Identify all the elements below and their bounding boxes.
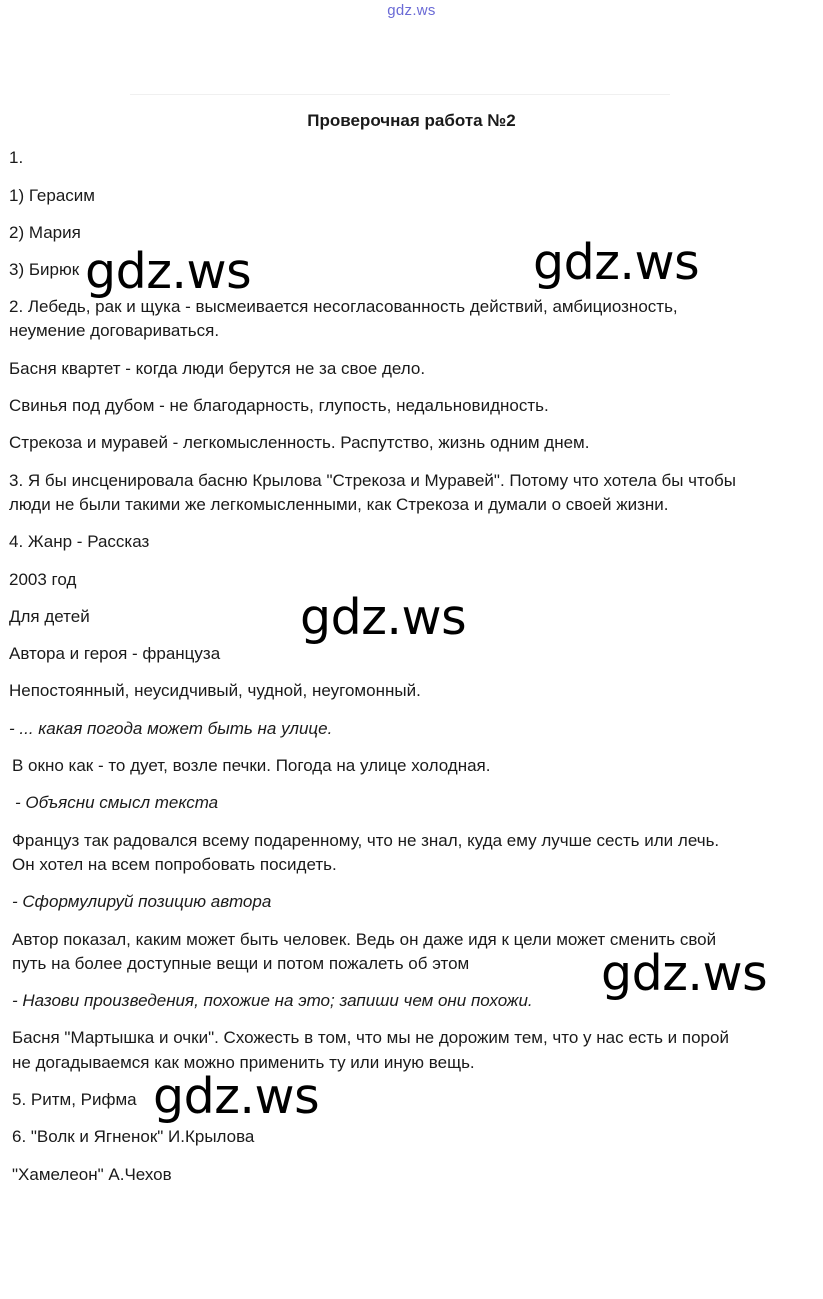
task-1-number: 1. — [9, 148, 24, 167]
answer-line: Он хотел на всем попробовать посидеть. — [12, 855, 337, 874]
answer-line: люди не были такими же легкомысленными, как Стрекоза и думали о своей жизни. — [9, 495, 669, 514]
answer-line: 3) Бирюк — [9, 260, 80, 279]
answer-line: 1) Герасим — [9, 186, 95, 205]
prompt-line: - Сформулируй позицию автора — [12, 892, 272, 911]
answer-line: 4. Жанр - Рассказ — [9, 532, 150, 551]
watermark: gdz.ws — [601, 945, 768, 1002]
prompt-line: - Назови произведения, похожие на это; запиши чем они похожи. — [12, 991, 533, 1010]
answer-line: Для детей — [9, 607, 90, 626]
answer-line: "Хамелеон" А.Чехов — [12, 1165, 172, 1184]
faint-rule — [130, 94, 670, 95]
answer-line: неумение договариваться. — [9, 321, 220, 340]
answer-line: 3. Я бы инсценировала басню Крылова "Стрекоза и Муравей". Потому что хотела бы чтобы — [9, 471, 736, 490]
answer-line: Непостоянный, неусидчивый, чудной, неугомонный. — [9, 681, 421, 700]
answer-line: Автор показал, каким может быть человек. Ведь он даже идя к цели может сменить свой — [12, 930, 717, 949]
answer-line: 6. "Волк и Ягненок" И.Крылова — [12, 1127, 255, 1146]
answer-line: Басня квартет - когда люди берутся не за свое дело. — [9, 359, 426, 378]
answer-line: не догадываемся как можно применить ту или иную вещь. — [12, 1053, 475, 1072]
answer-line: Француз так радовался всему подаренному, что не знал, куда ему лучше сесть или лечь. — [12, 831, 720, 850]
answer-line: путь на более доступные вещи и потом пожалеть об этом — [12, 954, 470, 973]
watermark: gdz.ws — [300, 589, 467, 646]
watermark: gdz.ws — [85, 243, 252, 300]
page-title: Проверочная работа №2 — [307, 111, 516, 130]
answer-line: 2. Лебедь, рак и щука - высмеивается несогласованность действий, амбициозность, — [9, 297, 678, 316]
prompt-line: - Объясни смысл текста — [15, 793, 219, 812]
answer-line: 5. Ритм, Рифма — [12, 1090, 137, 1109]
prompt-line: - ... какая погода может быть на улице. — [9, 719, 333, 738]
watermark: gdz.ws — [533, 234, 700, 291]
answer-line: 2003 год — [9, 570, 77, 589]
answer-line: Автора и героя - француза — [9, 644, 221, 663]
answer-line: Свинья под дубом - не благодарность, глупость, недальновидность. — [9, 396, 549, 415]
watermark: gdz.ws — [153, 1068, 320, 1125]
answer-line: Басня "Мартышка и очки". Схожесть в том, что мы не дорожим тем, что у нас есть и порой — [12, 1028, 729, 1047]
answer-line: 2) Мария — [9, 223, 81, 242]
answer-line: В окно как - то дует, возле печки. Погода на улице холодная. — [12, 756, 491, 775]
answer-line: Стрекоза и муравей - легкомысленность. Распутство, жизнь одним днем. — [9, 433, 590, 452]
header-watermark: gdz.ws — [387, 2, 436, 19]
